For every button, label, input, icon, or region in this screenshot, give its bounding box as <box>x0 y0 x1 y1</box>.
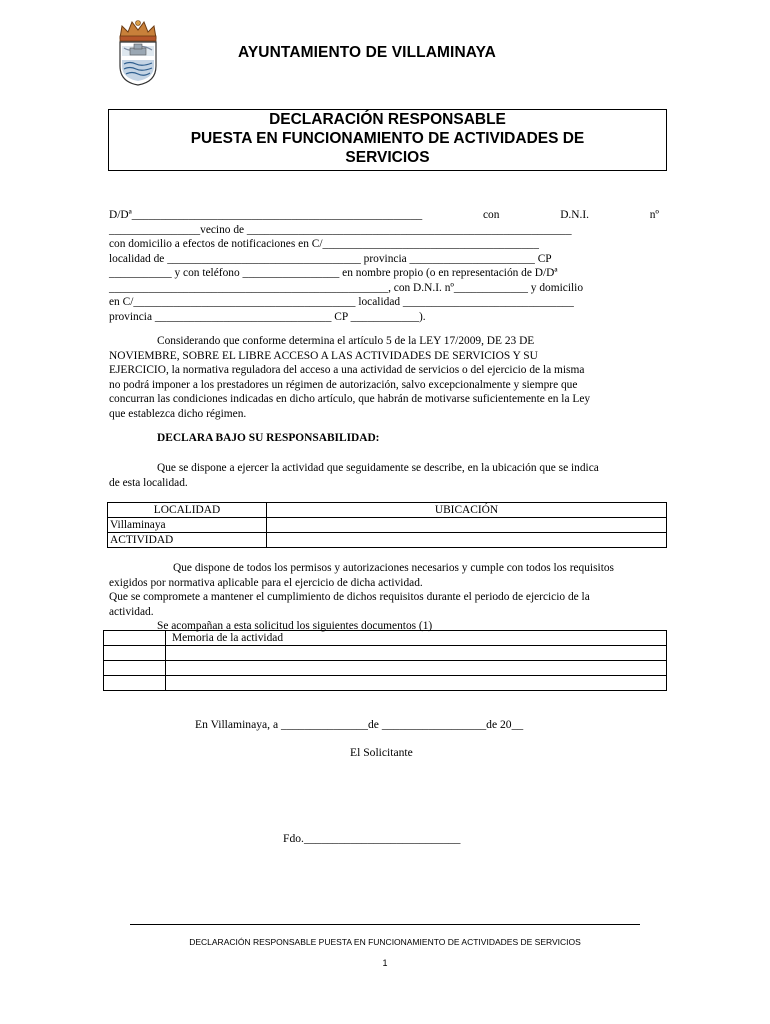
doc-name-cell[interactable] <box>166 646 667 661</box>
considerando-line: EJERCICIO, la normativa reguladora del acceso a una actividad de servicios o del ejercicio de la misma <box>109 364 585 376</box>
page-number: 1 <box>382 958 388 968</box>
footer-divider <box>130 924 640 925</box>
table-header-row <box>108 503 667 518</box>
permisos-paragraph <box>109 561 659 634</box>
location-table <box>107 502 667 548</box>
table-row <box>104 661 667 676</box>
doc-checkbox-cell[interactable] <box>104 646 166 661</box>
table-header-localidad: LOCALIDAD <box>108 503 267 518</box>
permisos-line: Que dispone de todos los permisos y autorizaciones necesarios y cumple con todos los requisitos <box>173 562 614 574</box>
considerando-line: que establezca dicho régimen. <box>109 407 247 420</box>
declara-line: Que se dispone a ejercer la actividad que seguidamente se describe, en la ubicación que se indica <box>157 462 599 474</box>
form-line-5[interactable]: ___________ y con teléfono _________________ en nombre propio (o en representación de D/Dª <box>109 267 558 279</box>
considerando-paragraph <box>109 334 659 421</box>
declara-paragraph <box>109 461 659 490</box>
table-row <box>108 518 667 533</box>
table-row <box>104 631 667 646</box>
table-row <box>104 646 667 661</box>
table-cell-input[interactable] <box>267 518 667 533</box>
form-line-3[interactable]: con domicilio a efectos de notificaciones en C/______________________________________ <box>109 238 539 250</box>
personal-data-block <box>109 208 659 324</box>
doc-name-cell[interactable] <box>166 676 667 691</box>
document-title-box <box>108 109 667 171</box>
numero-label: nº <box>649 209 659 221</box>
municipality-title: AYUNTAMIENTO DE VILLAMINAYA <box>238 44 496 61</box>
permisos-line: exigidos por normativa aplicable para el ejercicio de dicha actividad. <box>109 576 423 589</box>
solicitante-label: El Solicitante <box>350 746 413 759</box>
doc-checkbox-cell[interactable] <box>104 631 166 646</box>
doc-checkbox-cell[interactable] <box>104 676 166 691</box>
table-header-ubicacion: UBICACIÓN <box>267 503 667 518</box>
document-title-line2: PUESTA EN FUNCIONAMIENTO DE ACTIVIDADES DE <box>190 130 585 147</box>
document-title-line1: DECLARACIÓN RESPONSABLE <box>269 111 506 128</box>
form-line-8[interactable]: provincia _______________________________ CP ____________). <box>109 310 426 323</box>
table-cell: Villaminaya <box>108 518 267 533</box>
declara-heading: DECLARA BAJO SU RESPONSABILIDAD: <box>157 432 380 444</box>
table-row <box>104 676 667 691</box>
considerando-line: no podrá imponer a los prestadores un régimen de autorización, salvo excepcionalmente y siempre que <box>109 378 578 391</box>
document-title-line3: SERVICIOS <box>345 149 430 166</box>
footer-text: DECLARACIÓN RESPONSABLE PUESTA EN FUNCIONAMIENTO DE ACTIVIDADES DE SERVICIOS <box>189 937 581 947</box>
con-label: con <box>482 209 500 221</box>
date-line[interactable]: En Villaminaya, a _______________de __________________de 20__ <box>195 718 524 731</box>
form-line-6[interactable]: _________________________________________________, con D.N.I. nº_____________ y domicilio <box>109 281 584 294</box>
coat-of-arms-icon <box>116 18 160 86</box>
documents-table <box>103 630 667 691</box>
permisos-line: actividad. <box>109 605 154 618</box>
signature-line[interactable]: Fdo.___________________________ <box>283 832 461 845</box>
considerando-line: NOVIEMBRE, SOBRE EL LIBRE ACCESO A LAS ACTIVIDADES DE SERVICIOS Y SU <box>109 349 538 362</box>
considerando-line: Considerando que conforme determina el artículo 5 de la LEY 17/2009, DE 23 DE <box>157 335 535 347</box>
name-field[interactable]: D/Dª___________________________________________________ <box>109 209 423 221</box>
doc-name-cell[interactable] <box>166 661 667 676</box>
permisos-line: Que se compromete a mantener el cumplimiento de dichos requisitos durante el periodo de ejercicio de la <box>109 591 590 603</box>
doc-name-cell: Memoria de la actividad <box>166 631 667 646</box>
doc-checkbox-cell[interactable] <box>104 661 166 676</box>
considerando-line: concurran las condiciones indicadas en dicho artículo, que habrán de motivarse suficientemente en la Ley <box>109 393 591 405</box>
form-line-4[interactable]: localidad de __________________________________ provincia ______________________ CP <box>109 252 552 265</box>
table-cell: ACTIVIDAD <box>108 533 267 548</box>
table-cell-input[interactable] <box>267 533 667 548</box>
permisos-line: Se acompañan a esta solicitud los siguientes documentos (1) <box>157 620 433 632</box>
form-line-2[interactable]: ________________vecino de _________________________________________________________ <box>109 223 572 236</box>
dni-label: D.N.I. <box>560 209 589 221</box>
form-line-7[interactable]: en C/_______________________________________ localidad ______________________________ <box>109 296 574 308</box>
declara-line: de esta localidad. <box>109 476 188 489</box>
form-line-1 <box>109 208 659 223</box>
table-row <box>108 533 667 548</box>
